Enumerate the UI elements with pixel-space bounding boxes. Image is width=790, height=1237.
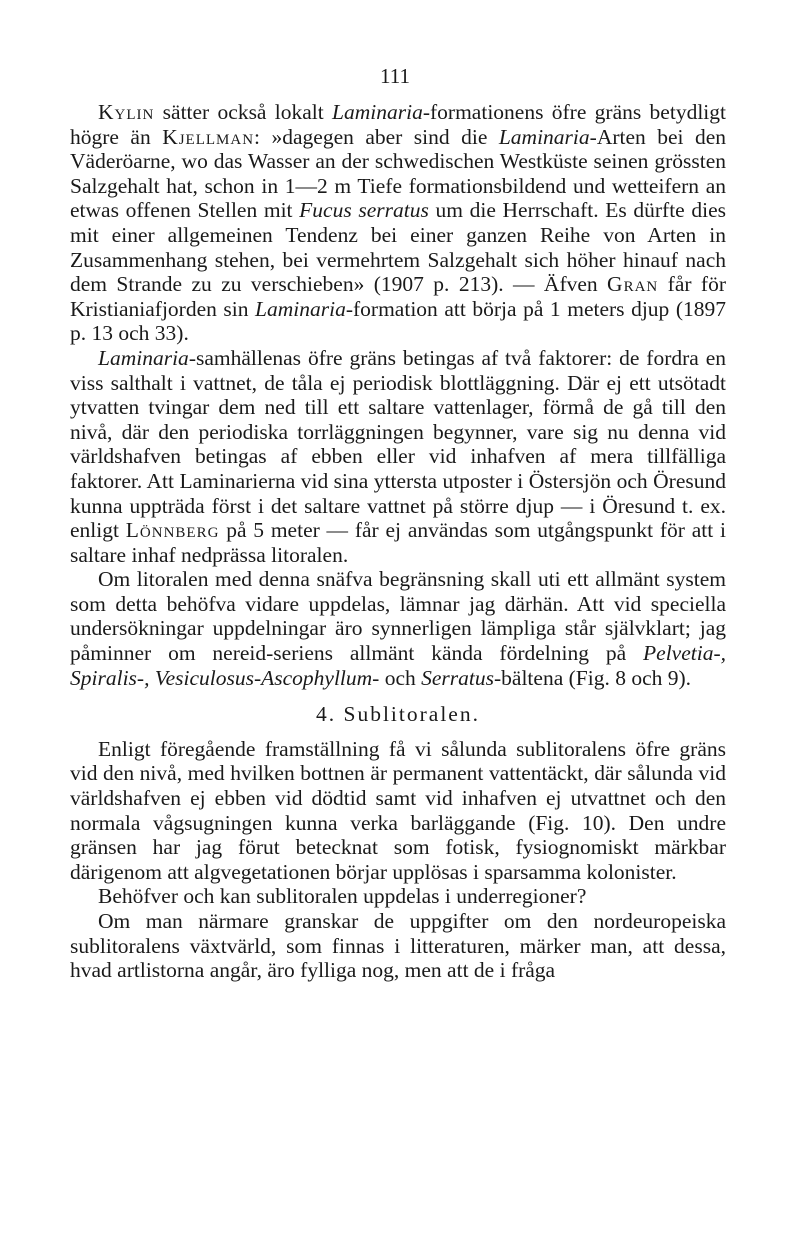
text-run: -formation att börja på 1 meters djup (1897 p. 13 och 33). xyxy=(70,296,726,346)
author-name: Lönnberg xyxy=(125,518,220,543)
paragraph xyxy=(70,567,726,690)
text-run: Om man närmare granskar de uppgifter om den nordeuropeiska sublitoralens växtvärld, som finnas i litteraturen, märker man, att dessa, hvad artlistorna angår, äro fylliga nog, men att de i fråga xyxy=(70,909,726,983)
text-run: : »dagegen aber sind die xyxy=(254,124,499,149)
text-run: sätter också lokalt xyxy=(154,100,333,124)
text-run: um die Herrschaft. Es dürfte dies mit einer allgemeinen Tendenz bei einer ganzen Reihe von Arten in Zusammenhang stehen, bei vermehrtem Salzgehalt sich höher hinauf nach dem Strande zu zu verschieben» (1907 p. 213). — Äfven xyxy=(70,198,726,297)
text-run: får för Kristianiafjorden sin xyxy=(70,272,726,321)
author-name: Gran xyxy=(607,272,659,297)
taxon-name: Laminaria xyxy=(255,296,346,321)
paragraph xyxy=(70,100,726,346)
taxon-name: Fucus serratus xyxy=(299,198,429,223)
text-run: -samhällenas öfre gräns betingas af två faktorer: de fordra en viss salthalt i vattnet, de tåla ej periodisk blottläggning. Där ej ett utsötadt ytvatten tvingar dem ned till ett saltare vattenlager, förmå de gå till den nivå, där den periodiska torrläggningen begynner, vare sig nu denna vid världshafven betingas af ebben eller vid inhafven af mera tillfälliga faktorer. Att Laminarierna vid sina yttersta utposter i Östersjön och Öresund kunna uppträda först i det saltare vattnet på större djup — i Öresund t. ex. enligt xyxy=(70,345,726,543)
section-heading xyxy=(70,702,726,727)
text-run: Enligt föregående framställning få vi sålunda sublitoralens öfre gräns vid den nivå, med hvilken bottnen är permanent vattentäckt, där sålunda vid världshafven ej ebben vid dödtid samt vid inhafven ej utvattnet och den normala vågsugningen kunna verka barläggande (Fig. 10). Den undre gränsen har jag förut betecknat som fotisk, fysiognomiskt märkbar därigenom att algvegetationen börjar upplösas i sparsamma kolonister. xyxy=(70,736,726,884)
text-run: -formationens öfre gräns betydligt högre än xyxy=(70,100,726,149)
paragraph xyxy=(70,737,726,885)
text-run: Om litoralen med denna snäfva begränsning skall uti ett allmänt system som detta behöfva vidare uppdelas, lämnar jag därhän. Att vid speciella undersökningar uppdelningar äro synnerligen lämpliga står självklart; jag påminner om nereid-seriens allmänt kända fördelning på xyxy=(70,567,726,666)
paragraph xyxy=(70,884,726,909)
taxon-name: Laminaria xyxy=(332,100,423,124)
author-name: Kylin xyxy=(98,100,155,124)
text-run: och xyxy=(379,665,422,690)
text-run: 4. Sublitoralen. xyxy=(316,702,480,727)
taxon-name: Laminaria xyxy=(498,124,590,149)
paragraph xyxy=(70,346,726,567)
text-run: Behöfver och kan sublitoralen uppdelas i underregioner? xyxy=(98,884,587,909)
taxon-name: Pelvetia-, Spiralis-, Vesiculosus-Ascophyllum- xyxy=(70,641,726,690)
text-run: -bältena (Fig. 8 och 9). xyxy=(494,665,692,690)
body-text xyxy=(70,100,726,983)
paragraph xyxy=(70,909,726,983)
text-run: på 5 meter — får ej användas som utgångspunkt för att i saltare inhaf nedprässa litoralen. xyxy=(70,518,726,567)
taxon-name: Serratus xyxy=(421,665,494,690)
author-name: Kjellman xyxy=(162,124,255,149)
page-number: 111 xyxy=(380,64,410,88)
taxon-name: Laminaria xyxy=(98,345,189,370)
text-run: -Arten bei den Väderöarne, wo das Wasser an der schwedischen Westküste seinen grössten Salzgehalt hat, schon in 1—2 m Tiefe formationsbildend und wetteifern an etwas offenen Stellen mit xyxy=(70,124,727,223)
